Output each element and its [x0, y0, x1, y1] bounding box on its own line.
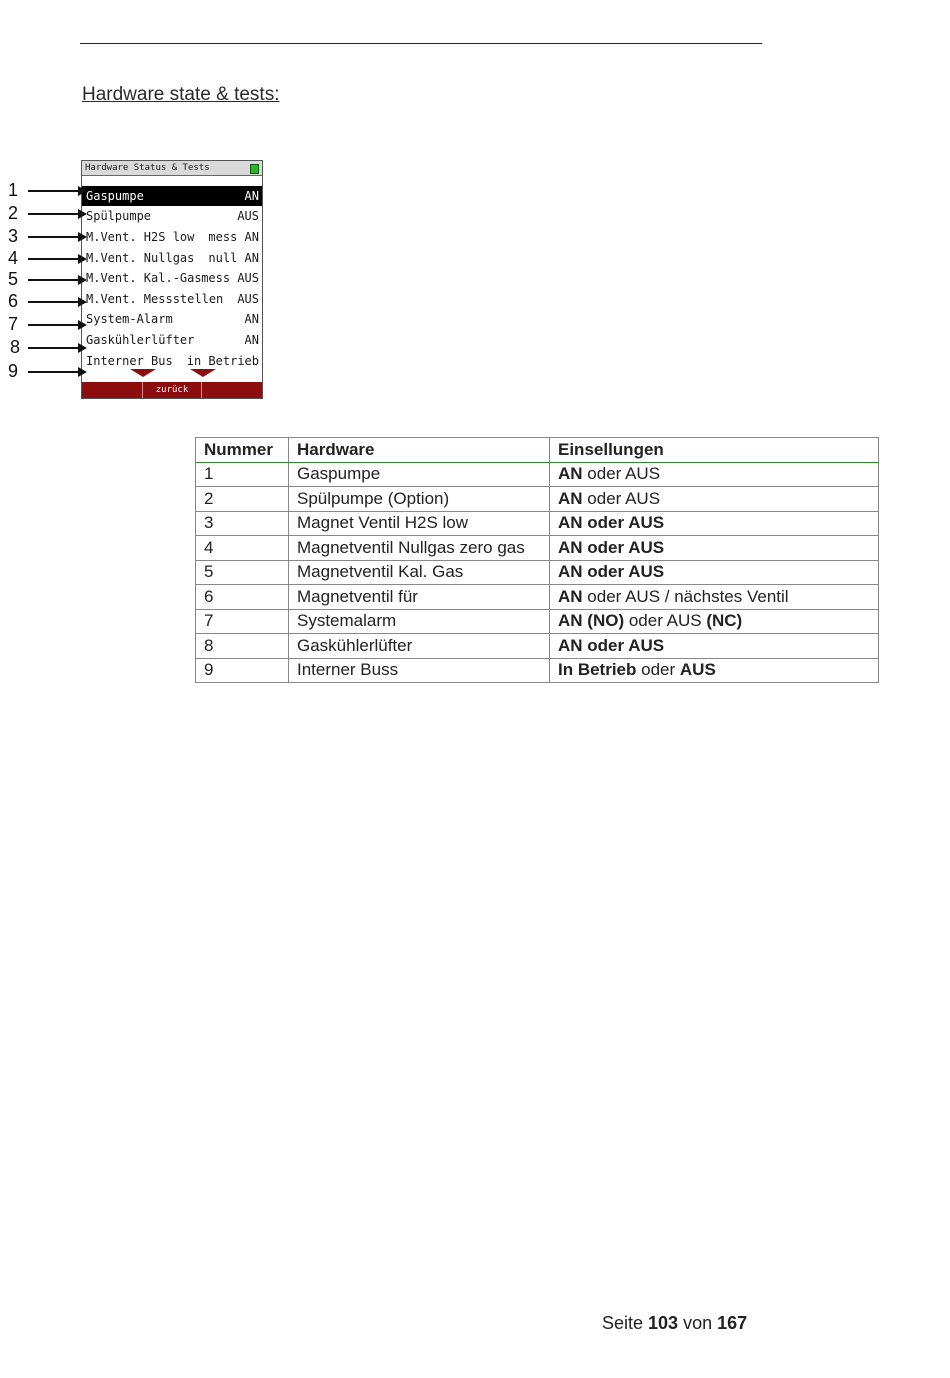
cell-number: 7 — [196, 609, 289, 634]
callout-arrow-line — [28, 347, 78, 349]
top-rule — [80, 43, 762, 44]
cell-number: 4 — [196, 536, 289, 561]
cell-hardware: Gaspumpe — [289, 462, 550, 487]
cell-number: 1 — [196, 462, 289, 487]
header-settings: Einsellungen — [550, 438, 879, 463]
screen-row-value: AUS — [237, 209, 259, 223]
cell-setting — [550, 609, 879, 634]
screen-row[interactable] — [82, 248, 262, 268]
table-row — [196, 585, 879, 610]
cell-setting — [550, 462, 879, 487]
setting-segment: AN oder AUS — [558, 537, 665, 557]
setting-segment: oder AUS — [582, 488, 661, 508]
setting-segment: AN oder AUS — [558, 635, 665, 655]
cell-setting — [550, 634, 879, 659]
device-screen — [81, 160, 263, 399]
screen-row-value: mess AN — [208, 230, 259, 244]
arrow-right-icon — [78, 367, 87, 377]
setting-segment: oder AUS — [582, 464, 661, 484]
arrow-right-icon — [78, 186, 87, 196]
table-row — [196, 536, 879, 561]
screen-row-value: AUS — [237, 292, 259, 306]
screen-row[interactable] — [82, 227, 262, 247]
callout-number: 6 — [7, 291, 18, 311]
callout-number: 1 — [7, 180, 18, 200]
hardware-table — [195, 437, 879, 683]
screen-row-label: M.Vent. H2S low — [86, 230, 195, 244]
callout-number: 5 — [7, 269, 18, 289]
cell-number: 3 — [196, 511, 289, 536]
setting-segment: AN (NO) — [558, 611, 625, 631]
screen-row-label: Interner Bus — [86, 354, 173, 368]
cell-number: 2 — [196, 487, 289, 512]
header-hardware: Hardware — [289, 438, 550, 463]
screen-row[interactable] — [82, 206, 262, 226]
table-row — [196, 487, 879, 512]
table-row — [196, 560, 879, 585]
cell-hardware: Interner Buss — [289, 658, 550, 683]
setting-segment: oder — [636, 660, 680, 680]
cell-setting — [550, 487, 879, 512]
screen-footer — [82, 382, 262, 398]
cell-setting — [550, 585, 879, 610]
table-row — [196, 634, 879, 659]
screen-row-label: Gaskühlerlüfter — [86, 333, 195, 347]
screen-row-label: Gaspumpe — [86, 189, 144, 203]
table-row — [196, 511, 879, 536]
cell-number: 8 — [196, 634, 289, 659]
header-number: Nummer — [196, 438, 289, 463]
callout-number: 9 — [7, 361, 18, 381]
arrow-right-icon — [78, 275, 87, 285]
cell-number: 9 — [196, 658, 289, 683]
screen-row[interactable] — [82, 186, 262, 206]
arrow-right-icon — [78, 254, 87, 264]
callout-number: 3 — [7, 226, 18, 246]
callout-arrow-line — [28, 301, 78, 303]
callout-number: 4 — [7, 248, 18, 268]
back-button[interactable]: zurück — [142, 382, 202, 398]
page-number — [602, 1313, 747, 1334]
table-row — [196, 462, 879, 487]
callout-arrow-line — [28, 190, 78, 192]
cell-number: 6 — [196, 585, 289, 610]
screen-title: Hardware Status & Tests — [85, 163, 210, 173]
setting-segment: AN oder AUS — [558, 513, 665, 533]
page-middle: von — [678, 1313, 718, 1333]
screen-row-value: AN — [244, 189, 259, 203]
cell-hardware: Magnetventil Kal. Gas — [289, 560, 550, 585]
arrow-right-icon — [78, 297, 87, 307]
arrow-right-icon — [78, 209, 87, 219]
screen-row-label: M.Vent. Kal.-Gas — [86, 271, 202, 285]
scroll-down-right-icon — [190, 369, 216, 377]
setting-segment: AN — [558, 586, 583, 606]
screen-row-value: in Betrieb — [186, 354, 259, 368]
callout-arrow-line — [28, 324, 78, 326]
section-heading: Hardware state & tests: — [82, 84, 280, 105]
cell-hardware: Systemalarm — [289, 609, 550, 634]
cell-hardware: Magnetventil Nullgas zero gas — [289, 536, 550, 561]
setting-segment: oder AUS / nächstes Ventil — [582, 586, 789, 606]
table-row — [196, 609, 879, 634]
setting-segment: AUS — [679, 660, 716, 680]
total-pages: 167 — [717, 1313, 748, 1333]
screen-title-bar — [82, 161, 262, 176]
setting-segment: (NC) — [706, 611, 743, 631]
screen-row-label: M.Vent. Nullgas — [86, 251, 195, 265]
arrow-right-icon — [78, 320, 87, 330]
current-page: 103 — [648, 1313, 679, 1333]
callout-arrow-line — [28, 213, 78, 215]
setting-segment: AN — [558, 488, 583, 508]
cell-setting — [550, 560, 879, 585]
page-prefix: Seite — [602, 1313, 649, 1333]
callout-arrow-line — [28, 371, 78, 373]
cell-setting — [550, 511, 879, 536]
screen-row[interactable] — [82, 309, 262, 329]
screen-row[interactable] — [82, 268, 262, 288]
cell-hardware: Magnetventil für — [289, 585, 550, 610]
screen-row[interactable] — [82, 351, 262, 371]
cell-setting — [550, 536, 879, 561]
callout-number: 8 — [9, 337, 20, 357]
setting-segment: In Betrieb — [558, 660, 637, 680]
screen-row-value: mess AUS — [201, 271, 259, 285]
arrow-right-icon — [78, 343, 87, 353]
status-led-icon — [250, 164, 259, 174]
callout-number: 7 — [7, 314, 18, 334]
screen-row-label: Spülpumpe — [86, 209, 152, 223]
table-header-row — [196, 438, 879, 463]
callout-arrow-line — [28, 236, 78, 238]
setting-segment: AN — [558, 464, 583, 484]
cell-number: 5 — [196, 560, 289, 585]
screen-row-label: M.Vent. Messstellen — [86, 292, 224, 306]
setting-segment: AN oder AUS — [558, 562, 665, 582]
callout-number: 2 — [7, 203, 18, 223]
screen-row-value: AN — [244, 312, 259, 326]
callout-arrow-line — [28, 279, 78, 281]
arrow-right-icon — [78, 232, 87, 242]
screen-row[interactable] — [82, 289, 262, 309]
screen-row-value: null AN — [208, 251, 259, 265]
setting-segment: oder AUS — [624, 611, 707, 631]
scroll-down-left-icon — [130, 369, 156, 377]
screen-row-label: System-Alarm — [86, 312, 173, 326]
cell-setting — [550, 658, 879, 683]
cell-hardware: Gaskühlerlüfter — [289, 634, 550, 659]
screen-row-value: AN — [244, 333, 259, 347]
table-row — [196, 658, 879, 683]
cell-hardware: Magnet Ventil H2S low — [289, 511, 550, 536]
callout-arrow-line — [28, 258, 78, 260]
screen-row[interactable] — [82, 330, 262, 350]
cell-hardware: Spülpumpe (Option) — [289, 487, 550, 512]
